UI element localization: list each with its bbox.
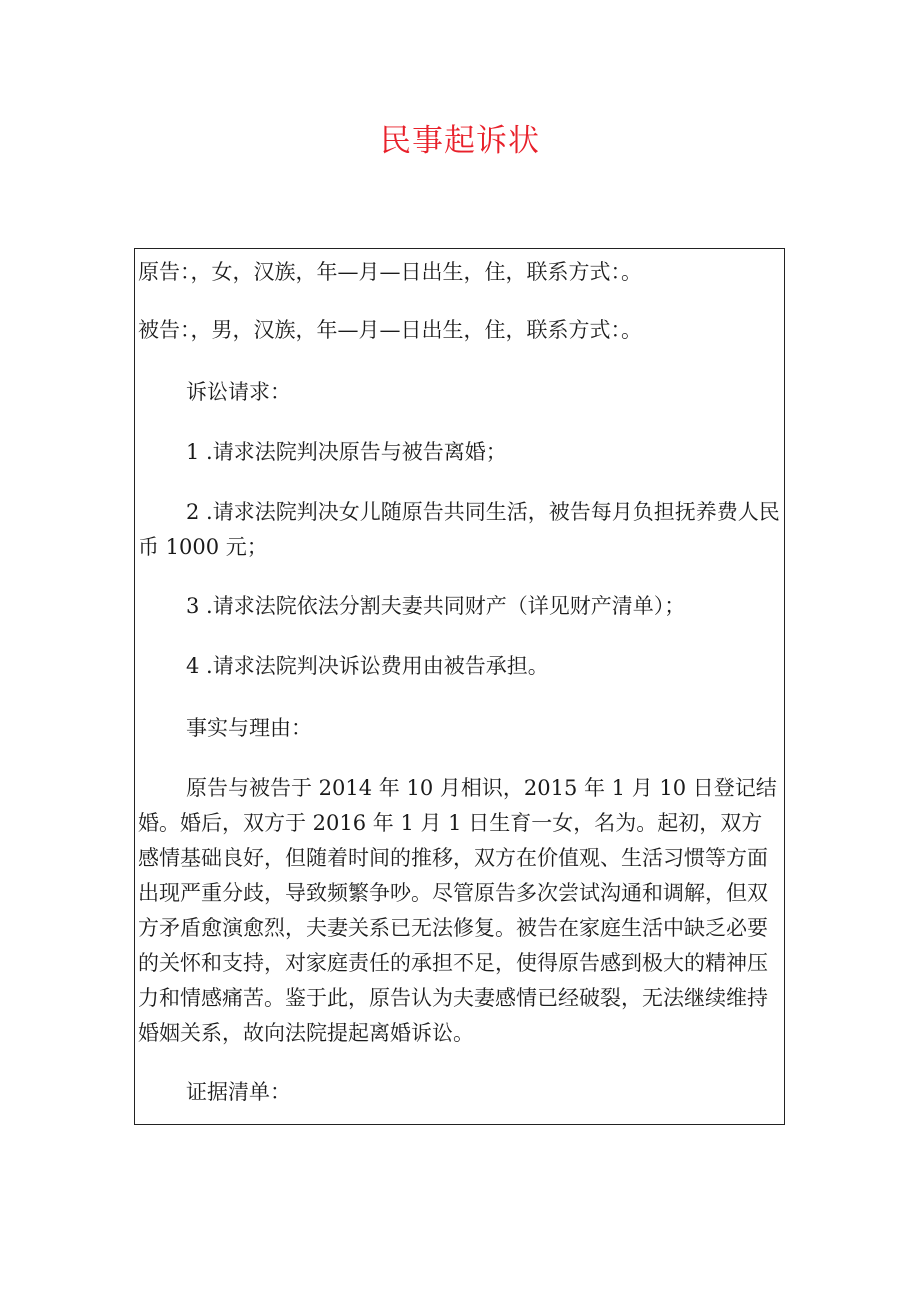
- claim-item-3: 3 .请求法院依法分割夫妻共同财产（详见财产清单）；: [186, 594, 686, 618]
- plaintiff-info: 原告：，女，汉族，年—月—日出生，住，联系方式：。: [138, 260, 642, 284]
- document-title: 民事起诉状: [380, 123, 540, 159]
- claims-heading: 诉讼请求：: [186, 380, 291, 404]
- claim-item-1: 1 .请求法院判决原告与被告离婚；: [186, 440, 507, 464]
- complaint-body-frame: [134, 248, 785, 1125]
- claim-item-4: 4 .请求法院判决诉讼费用由被告承担。: [186, 654, 549, 678]
- evidence-heading: 证据清单：: [186, 1080, 291, 1104]
- facts-body: 原告与被告于 2014 年 10 月相识，2015 年 1 月 10 日登记结婚。婚后，双方于 2016 年 1 月 1 日生育一女，名为。起初，双方感情基础良好，但随着时间的推移，双方在价值观、生活习惯等方面出现严重分歧，导致频繁争吵。尽管原告多次尝试沟通和调解，但双方矛盾愈演愈烈，夫妻关系已无法修复。被告在家庭生活中缺乏必要的关怀和支持，对家庭责任的承担不足，使得原告感到极大的精神压力和情感痛苦。鉴于此，原告认为夫妻感情已经破裂，无法继续维持婚姻关系，故向法院提起离婚诉讼。: [138, 776, 777, 1045]
- claim-item-2: 2 .请求法院判决女儿随原告共同生活，被告每月负担抚养费人民币 1000 元；: [138, 500, 780, 559]
- defendant-info: 被告：，男，汉族，年—月—日出生，住，联系方式：。: [138, 318, 642, 342]
- facts-heading: 事实与理由：: [186, 716, 312, 740]
